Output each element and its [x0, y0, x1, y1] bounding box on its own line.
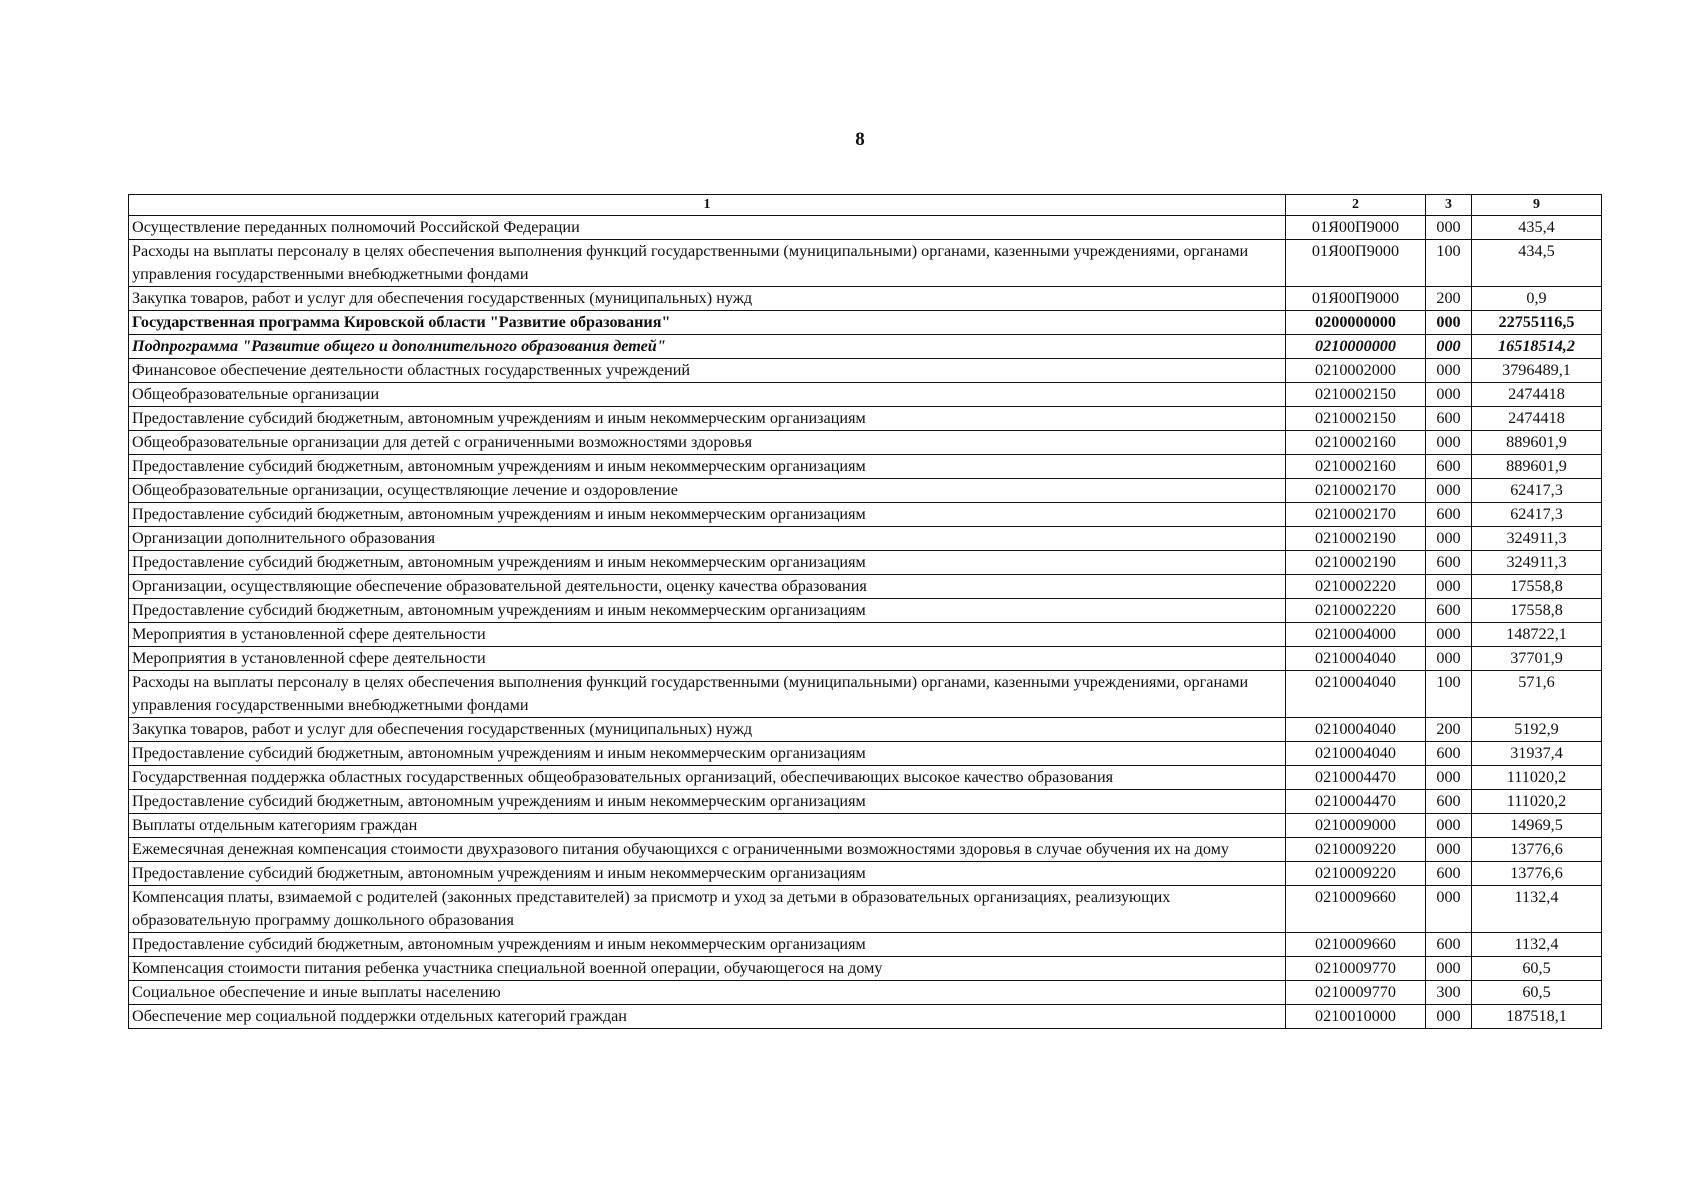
cell-name: Мероприятия в установленной сфере деятельности — [129, 623, 1286, 647]
table-row — [129, 527, 1602, 551]
cell-name: Общеобразовательные организации, осуществляющие лечение и оздоровление — [129, 479, 1286, 503]
cell-amount: 62417,3 — [1472, 503, 1602, 527]
cell-name: Организации дополнительного образования — [129, 527, 1286, 551]
cell-code: 0210004040 — [1286, 647, 1426, 671]
cell-name: Подпрограмма "Развитие общего и дополнительного образования детей" — [129, 335, 1286, 359]
cell-name: Организации, осуществляющие обеспечение образовательной деятельности, оценку качества образования — [129, 575, 1286, 599]
cell-name: Закупка товаров, работ и услуг для обеспечения государственных (муниципальных) нужд — [129, 287, 1286, 311]
cell-code: 0210004040 — [1286, 671, 1426, 718]
table-row — [129, 981, 1602, 1005]
cell-expense-type: 000 — [1426, 359, 1472, 383]
cell-expense-type: 000 — [1426, 575, 1472, 599]
cell-code: 0210002170 — [1286, 479, 1426, 503]
table-row — [129, 862, 1602, 886]
cell-code: 0210002150 — [1286, 383, 1426, 407]
column-header-amount: 9 — [1472, 195, 1602, 216]
cell-amount: 148722,1 — [1472, 623, 1602, 647]
table-row — [129, 335, 1602, 359]
table-row — [129, 814, 1602, 838]
cell-name: Осуществление переданных полномочий Российской Федерации — [129, 216, 1286, 240]
cell-expense-type: 000 — [1426, 311, 1472, 335]
cell-code: 01Я00П9000 — [1286, 240, 1426, 287]
cell-amount: 187518,1 — [1472, 1005, 1602, 1029]
table-row — [129, 790, 1602, 814]
cell-expense-type: 600 — [1426, 933, 1472, 957]
table-row — [129, 407, 1602, 431]
cell-amount: 17558,8 — [1472, 599, 1602, 623]
table-row — [129, 240, 1602, 287]
table-header-row — [129, 195, 1602, 216]
cell-expense-type: 000 — [1426, 431, 1472, 455]
cell-amount: 0,9 — [1472, 287, 1602, 311]
table-row — [129, 575, 1602, 599]
cell-amount: 1132,4 — [1472, 886, 1602, 933]
cell-expense-type: 600 — [1426, 551, 1472, 575]
cell-amount: 14969,5 — [1472, 814, 1602, 838]
cell-expense-type: 600 — [1426, 742, 1472, 766]
cell-expense-type: 000 — [1426, 814, 1472, 838]
table-row — [129, 742, 1602, 766]
cell-code: 0210002160 — [1286, 455, 1426, 479]
cell-code: 0210009000 — [1286, 814, 1426, 838]
table-row — [129, 957, 1602, 981]
table-row — [129, 838, 1602, 862]
cell-amount: 13776,6 — [1472, 862, 1602, 886]
cell-expense-type: 000 — [1426, 647, 1472, 671]
cell-amount: 31937,4 — [1472, 742, 1602, 766]
cell-code: 0210004040 — [1286, 718, 1426, 742]
cell-expense-type: 300 — [1426, 981, 1472, 1005]
cell-code: 01Я00П9000 — [1286, 216, 1426, 240]
cell-code: 0210004470 — [1286, 766, 1426, 790]
table-row — [129, 1005, 1602, 1029]
table-row — [129, 623, 1602, 647]
cell-name: Компенсация платы, взимаемой с родителей (законных представителей) за присмотр и уход за детьми в образовательных организациях, реализующих образовательную программу дошкольного образования — [129, 886, 1286, 933]
cell-code: 0210002160 — [1286, 431, 1426, 455]
cell-expense-type: 100 — [1426, 240, 1472, 287]
table-row — [129, 766, 1602, 790]
cell-code: 0210004040 — [1286, 742, 1426, 766]
cell-code: 0210002170 — [1286, 503, 1426, 527]
cell-name: Предоставление субсидий бюджетным, автономным учреждениям и иным некоммерческим организациям — [129, 503, 1286, 527]
cell-expense-type: 000 — [1426, 886, 1472, 933]
cell-expense-type: 600 — [1426, 790, 1472, 814]
cell-amount: 16518514,2 — [1472, 335, 1602, 359]
column-header-name: 1 — [129, 195, 1286, 216]
table-row — [129, 479, 1602, 503]
cell-code: 0210009220 — [1286, 838, 1426, 862]
cell-code: 0210002190 — [1286, 551, 1426, 575]
cell-code: 0210002220 — [1286, 599, 1426, 623]
cell-code: 0210009770 — [1286, 981, 1426, 1005]
cell-code: 0210002190 — [1286, 527, 1426, 551]
cell-name: Расходы на выплаты персоналу в целях обеспечения выполнения функций государственными (муниципальными) органами, казенными учреждениями, органами управления государственными внебюджетными фондами — [129, 671, 1286, 718]
cell-amount: 60,5 — [1472, 957, 1602, 981]
cell-expense-type: 600 — [1426, 455, 1472, 479]
cell-code: 0210002150 — [1286, 407, 1426, 431]
table-row — [129, 359, 1602, 383]
cell-name: Ежемесячная денежная компенсация стоимости двухразового питания обучающихся с ограниченными возможностями здоровья в случае обучения их на дому — [129, 838, 1286, 862]
table-row — [129, 647, 1602, 671]
cell-name: Общеобразовательные организации для детей с ограниченными возможностями здоровья — [129, 431, 1286, 455]
table-row — [129, 551, 1602, 575]
cell-amount: 889601,9 — [1472, 431, 1602, 455]
cell-code: 0210009660 — [1286, 886, 1426, 933]
table-row — [129, 455, 1602, 479]
cell-expense-type: 000 — [1426, 1005, 1472, 1029]
cell-expense-type: 600 — [1426, 503, 1472, 527]
budget-table-body — [129, 195, 1602, 1029]
cell-name: Социальное обеспечение и иные выплаты населению — [129, 981, 1286, 1005]
cell-name: Предоставление субсидий бюджетным, автономным учреждениям и иным некоммерческим организациям — [129, 407, 1286, 431]
cell-amount: 324911,3 — [1472, 527, 1602, 551]
cell-expense-type: 000 — [1426, 335, 1472, 359]
cell-expense-type: 600 — [1426, 599, 1472, 623]
page-number: 8 — [855, 129, 865, 150]
cell-expense-type: 000 — [1426, 766, 1472, 790]
cell-expense-type: 200 — [1426, 718, 1472, 742]
cell-amount: 13776,6 — [1472, 838, 1602, 862]
cell-name: Предоставление субсидий бюджетным, автономным учреждениям и иным некоммерческим организациям — [129, 599, 1286, 623]
cell-name: Государственная программа Кировской области "Развитие образования" — [129, 311, 1286, 335]
cell-code: 0210000000 — [1286, 335, 1426, 359]
table-row — [129, 287, 1602, 311]
cell-name: Предоставление субсидий бюджетным, автономным учреждениям и иным некоммерческим организациям — [129, 862, 1286, 886]
table-row — [129, 503, 1602, 527]
cell-amount: 1132,4 — [1472, 933, 1602, 957]
table-row — [129, 311, 1602, 335]
table-row — [129, 933, 1602, 957]
cell-code: 0210004000 — [1286, 623, 1426, 647]
cell-name: Обеспечение мер социальной поддержки отдельных категорий граждан — [129, 1005, 1286, 1029]
cell-code: 0200000000 — [1286, 311, 1426, 335]
cell-amount: 37701,9 — [1472, 647, 1602, 671]
cell-name: Общеобразовательные организации — [129, 383, 1286, 407]
cell-name: Предоставление субсидий бюджетным, автономным учреждениям и иным некоммерческим организациям — [129, 455, 1286, 479]
table-row — [129, 671, 1602, 718]
cell-amount: 17558,8 — [1472, 575, 1602, 599]
cell-amount: 324911,3 — [1472, 551, 1602, 575]
cell-expense-type: 000 — [1426, 383, 1472, 407]
cell-amount: 3796489,1 — [1472, 359, 1602, 383]
cell-name: Предоставление субсидий бюджетным, автономным учреждениям и иным некоммерческим организациям — [129, 742, 1286, 766]
cell-expense-type: 100 — [1426, 671, 1472, 718]
cell-amount: 62417,3 — [1472, 479, 1602, 503]
cell-expense-type: 200 — [1426, 287, 1472, 311]
cell-expense-type: 000 — [1426, 527, 1472, 551]
cell-code: 0210002000 — [1286, 359, 1426, 383]
cell-name: Предоставление субсидий бюджетным, автономным учреждениям и иным некоммерческим организациям — [129, 933, 1286, 957]
table-row — [129, 431, 1602, 455]
cell-expense-type: 000 — [1426, 479, 1472, 503]
cell-amount: 60,5 — [1472, 981, 1602, 1005]
cell-amount: 22755116,5 — [1472, 311, 1602, 335]
cell-code: 0210004470 — [1286, 790, 1426, 814]
cell-code: 0210009770 — [1286, 957, 1426, 981]
cell-amount: 435,4 — [1472, 216, 1602, 240]
cell-name: Мероприятия в установленной сфере деятельности — [129, 647, 1286, 671]
column-header-code: 2 — [1286, 195, 1426, 216]
cell-amount: 111020,2 — [1472, 790, 1602, 814]
table-row — [129, 886, 1602, 933]
cell-code: 0210010000 — [1286, 1005, 1426, 1029]
cell-amount: 5192,9 — [1472, 718, 1602, 742]
cell-code: 0210002220 — [1286, 575, 1426, 599]
table-row — [129, 216, 1602, 240]
cell-amount: 2474418 — [1472, 407, 1602, 431]
cell-code: 01Я00П9000 — [1286, 287, 1426, 311]
cell-expense-type: 000 — [1426, 216, 1472, 240]
cell-expense-type: 000 — [1426, 957, 1472, 981]
cell-expense-type: 600 — [1426, 407, 1472, 431]
cell-code: 0210009660 — [1286, 933, 1426, 957]
table-row — [129, 383, 1602, 407]
cell-amount: 434,5 — [1472, 240, 1602, 287]
cell-amount: 889601,9 — [1472, 455, 1602, 479]
cell-name: Финансовое обеспечение деятельности областных государственных учреждений — [129, 359, 1286, 383]
cell-name: Предоставление субсидий бюджетным, автономным учреждениям и иным некоммерческим организациям — [129, 551, 1286, 575]
cell-amount: 571,6 — [1472, 671, 1602, 718]
cell-code: 0210009220 — [1286, 862, 1426, 886]
column-header-type: 3 — [1426, 195, 1472, 216]
cell-name: Компенсация стоимости питания ребенка участника специальной военной операции, обучающегося на дому — [129, 957, 1286, 981]
table-row — [129, 718, 1602, 742]
cell-name: Предоставление субсидий бюджетным, автономным учреждениям и иным некоммерческим организациям — [129, 790, 1286, 814]
cell-expense-type: 000 — [1426, 623, 1472, 647]
cell-name: Расходы на выплаты персоналу в целях обеспечения выполнения функций государственными (муниципальными) органами, казенными учреждениями, органами управления государственными внебюджетными фондами — [129, 240, 1286, 287]
table-row — [129, 599, 1602, 623]
cell-amount: 2474418 — [1472, 383, 1602, 407]
cell-name: Выплаты отдельным категориям граждан — [129, 814, 1286, 838]
cell-expense-type: 600 — [1426, 862, 1472, 886]
cell-amount: 111020,2 — [1472, 766, 1602, 790]
cell-expense-type: 000 — [1426, 838, 1472, 862]
budget-table — [128, 194, 1602, 1029]
cell-name: Государственная поддержка областных государственных общеобразовательных организаций, обеспечивающих высокое качество образования — [129, 766, 1286, 790]
cell-name: Закупка товаров, работ и услуг для обеспечения государственных (муниципальных) нужд — [129, 718, 1286, 742]
